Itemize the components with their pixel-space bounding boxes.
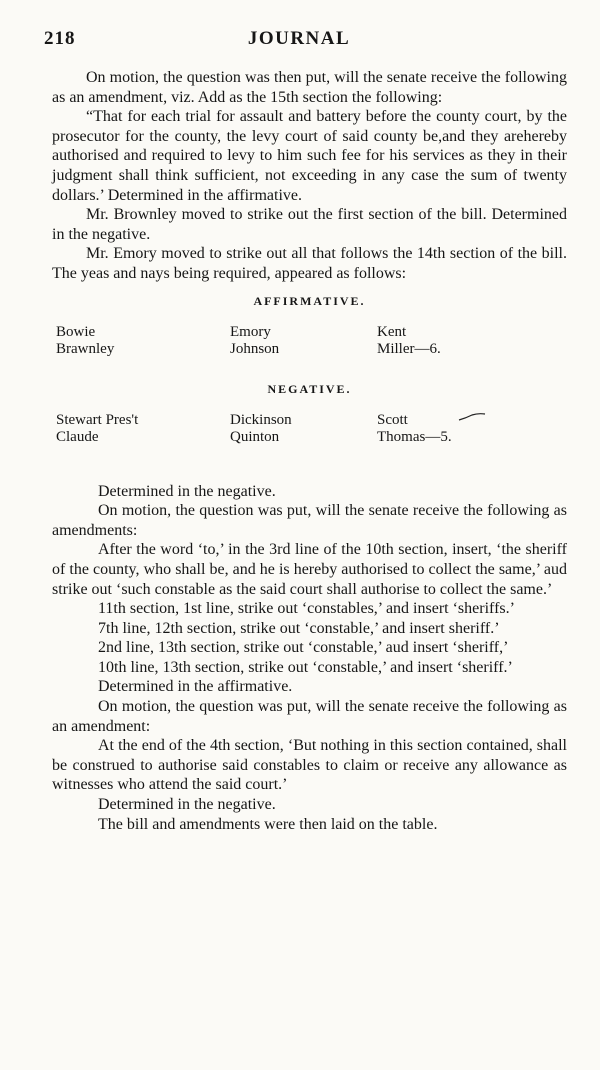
vote-column	[377, 412, 452, 446]
paragraph: Determined in the negative.	[98, 796, 276, 814]
member-name: Johnson	[230, 340, 280, 357]
vote-column	[56, 412, 138, 446]
member-name: Stewart Pres't	[56, 411, 139, 428]
pen-tick-mark	[458, 412, 486, 422]
paragraph: At the end of the 4th section, ‘But nothing in this section contained, shall be construed to authorise said constables to claim or receive any allowance as witnesses who attend the said court.’	[52, 737, 567, 794]
affirmative-heading: AFFIRMATIVE.	[253, 293, 366, 308]
vote-column	[230, 412, 292, 446]
running-head: JOURNAL	[247, 28, 351, 49]
paragraph: On motion, the question was put, will the senate receive the following as an amendment:	[52, 698, 567, 735]
member-name: Claude	[56, 428, 99, 445]
vote-column	[56, 324, 114, 358]
paragraph: 2nd line, 13th section, strike out ‘constable,’ aud insert ‘sheriff,’	[98, 639, 509, 657]
paragraph: The bill and amendments were then laid on the table.	[98, 815, 438, 833]
negative-heading: NEGATIVE.	[267, 381, 352, 396]
paragraph: On motion, the question was then put, will the senate receive the following as an amendment, viz. Add as the 15th section the following:	[52, 69, 567, 106]
member-name: Kent	[377, 323, 407, 340]
member-name: Dickinson	[230, 411, 292, 428]
paragraph: After the word ‘to,’ in the 3rd line of the 10th section, insert, ‘the sheriff of the county, who shall be, and he is hereby authorised to collect the same,’ aud strike out ‘such constable as the said court shall authorise to collect the same.’	[52, 541, 567, 598]
negative-vote-list	[52, 412, 567, 460]
paragraph: 10th line, 13th section, strike out ‘constable,’ and insert ‘sheriff.’	[98, 658, 513, 676]
page-header	[44, 28, 554, 54]
paragraph: On motion, the question was put, will the senate receive the following as amendments:	[52, 502, 567, 539]
paragraph: Determined in the affirmative.	[98, 678, 293, 696]
page-number: 218	[44, 28, 76, 49]
vote-column	[230, 324, 279, 358]
member-name: Thomas—5.	[377, 428, 452, 445]
affirmative-vote-list	[52, 324, 567, 372]
spacer	[52, 460, 567, 482]
paragraph: Mr. Brownley moved to strike out the first section of the bill. Determined in the negative.	[52, 206, 567, 243]
paragraph: Mr. Emory moved to strike out all that follows the 14th section of the bill. The yeas and nays being required, appeared as follows:	[52, 245, 567, 282]
member-name: Bowie	[56, 323, 96, 340]
paragraph: 11th section, 1st line, strike out ‘constables,’ and insert ‘sheriffs.’	[98, 600, 515, 618]
member-name: Quinton	[230, 428, 280, 445]
vote-column	[377, 324, 441, 358]
member-name: Brawnley	[56, 340, 115, 357]
page-body	[52, 68, 567, 834]
paragraph: Determined in the negative.	[98, 482, 276, 500]
member-name: Emory	[230, 323, 271, 340]
paragraph: 7th line, 12th section, strike out ‘constable,’ and insert sheriff.’	[98, 619, 500, 637]
member-name: Scott	[377, 411, 408, 428]
paragraph: “That for each trial for assault and battery before the county court, by the prosecutor for the county, the levy court of said county be,and they arehereby authorised and required to levy to him such fee for his services as they in their judgment shall think sufficient, not exceeding in any case the sum of twenty dollars.’ Determined in the affirmative.	[52, 108, 567, 204]
member-name: Miller—6.	[377, 340, 441, 357]
